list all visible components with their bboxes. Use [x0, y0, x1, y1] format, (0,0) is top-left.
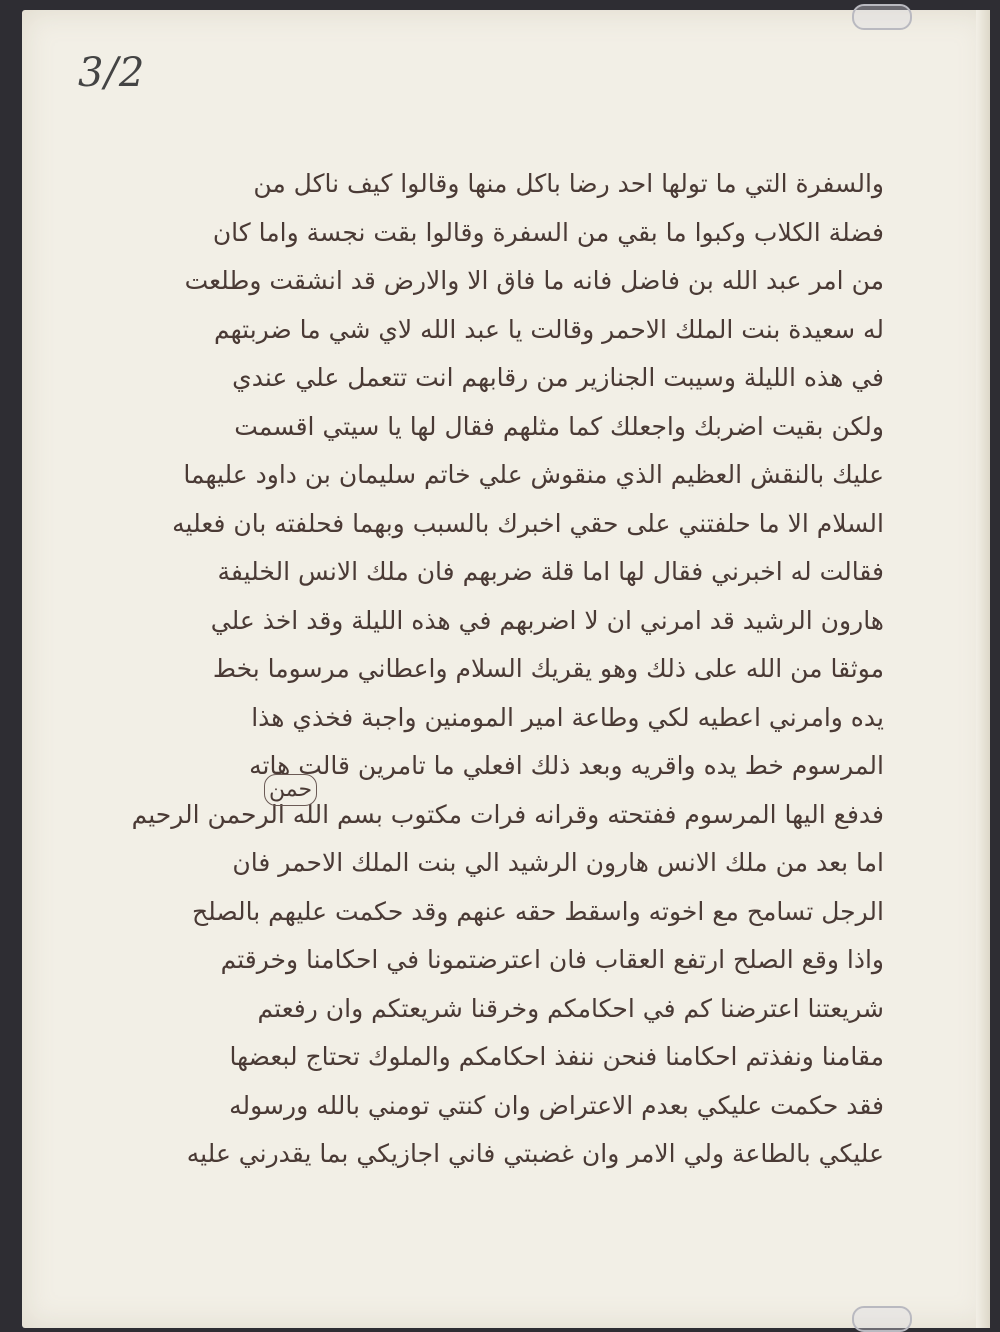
text-line: والسفرة التي ما تولها احد رضا باكل منها وقالوا كيف ناكل من	[253, 169, 884, 198]
text-line: هارون الرشيد قد امرني ان لا اضربهم في هذه الليلة وقد اخذ علي	[210, 605, 884, 635]
text-line: ولكن بقيت اضربك واجعلك كما مثلهم فقال لها يا سيتي اقسمت	[234, 411, 884, 441]
manuscript-page	[22, 10, 990, 1328]
text-line: المرسوم خط يده واقريه وبعد ذلك افعلي ما تامرين قالت هاته	[249, 751, 884, 780]
folio-number: 3/2	[78, 50, 146, 96]
text-line: اما بعد من ملك الانس هارون الرشيد الي بنت الملك الاحمر فان	[232, 848, 884, 877]
binding-clip-bottom	[852, 1306, 912, 1332]
text-line: واذا وقع الصلح ارتفع العقاب فان اعترضتمونا في احكامنا وخرقتم	[220, 945, 884, 974]
text-line: موثقا من الله على ذلك وهو يقريك السلام واعطاني مرسوما بخط	[212, 654, 884, 683]
text-line: فضلة الكلاب وكبوا ما بقي من السفرة وقالوا بقت نجسة واما كان	[212, 217, 884, 247]
margin-note: حمن	[264, 774, 317, 806]
text-line: له سعيدة بنت الملك الاحمر وقالت يا عبد الله لاي شي ما ضربتهم	[214, 314, 884, 344]
text-line: الرجل تسامح مع اخوته واسقط حقه عنهم وقد حكمت عليهم بالصلح	[191, 896, 884, 926]
text-line: من امر عبد الله بن فاضل فانه ما فاق الا والارض قد انشقت وطلعت	[184, 266, 884, 295]
text-line: في هذه الليلة وسيبت الجنازير من رقابهم انت تتعمل علي عندي	[232, 363, 884, 392]
text-line: مقامنا ونفذتم احكامنا فنحن ننفذ احكامكم والملوك تحتاج لبعضها	[229, 1042, 884, 1071]
manuscript-text	[131, 160, 884, 1179]
text-line: عليكي بالطاعة ولي الامر وان غضبتي فاني اجازيكي بما يقدرني عليه	[186, 1139, 884, 1168]
binding-clip-top	[852, 4, 912, 30]
page-edge	[976, 10, 990, 1328]
text-line: عليك بالنقش العظيم الذي منقوش علي خاتم سليمان بن داود عليهما	[183, 460, 884, 489]
text-line: فدفع اليها المرسوم ففتحته وقرانه فرات مكتوب بسم الله الرحمن الرحيم	[131, 799, 884, 829]
text-line: شريعتنا اعترضنا كم في احكامكم وخرقنا شريعتكم وان رفعتم	[257, 993, 884, 1023]
text-line: فقد حكمت عليكي بعدم الاعتراض وان كنتي تومني بالله ورسوله	[229, 1090, 884, 1120]
text-line: السلام الا ما حلفتني على حقي اخبرك بالسبب وبهما فحلفته بان فعليه	[172, 508, 884, 538]
text-line: يده وامرني اعطيه لكي وطاعة امير المومنين واجبة فخذي هذا	[251, 702, 884, 732]
text-line: فقالت له اخبرني فقال لها اما قلة ضربهم فان ملك الانس الخليفة	[217, 557, 884, 586]
